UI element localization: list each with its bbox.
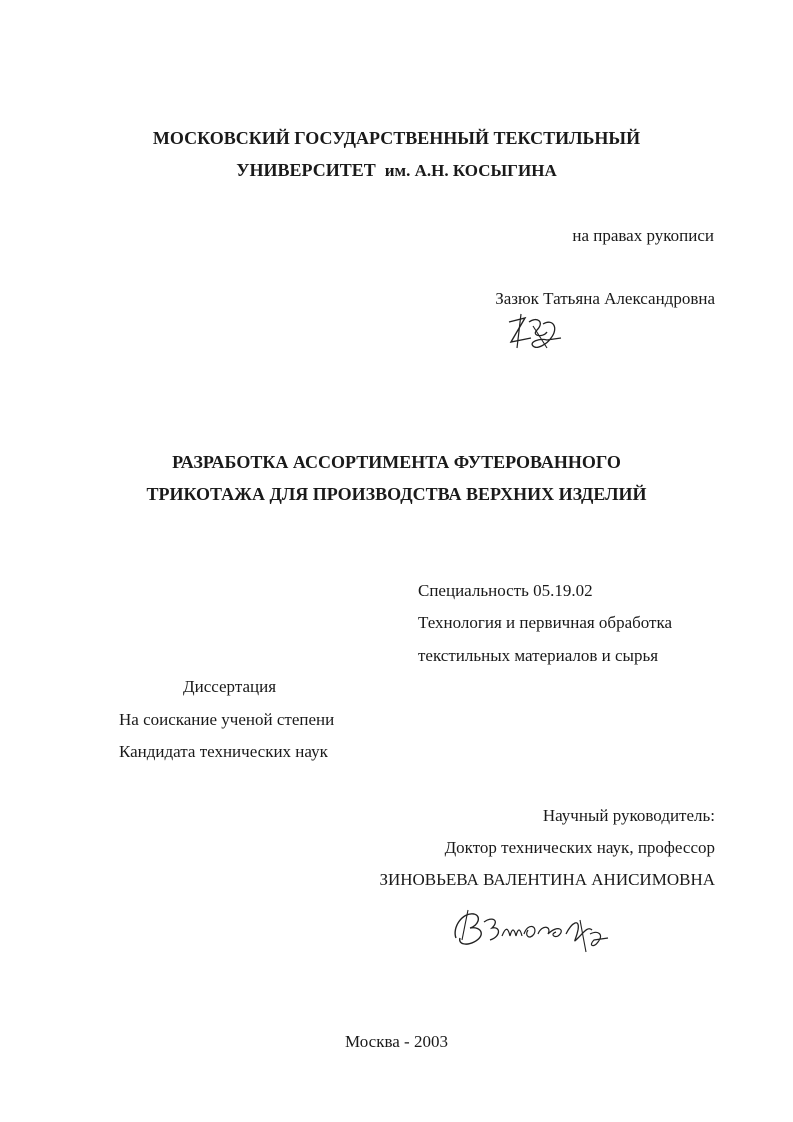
university-word: УНИВЕРСИТЕТ [236, 160, 376, 180]
specialty-name-line2: текстильных материалов и сырья [418, 646, 659, 665]
supervisor-label: Научный руководитель: [542, 806, 715, 825]
university-named-after: им. А.Н. КОСЫГИНА [384, 161, 557, 180]
city-year: Москва - 2003 [345, 1032, 448, 1051]
supervisor-signature [448, 900, 618, 956]
author-name: Зазюк Татьяна Александровна [495, 289, 715, 308]
author-signature-icon [503, 308, 567, 358]
degree-line1: На соискание ученой степени [119, 710, 335, 729]
supervisor-title: Доктор технических наук, профессор [444, 838, 715, 857]
dissertation-title-line2: ТРИКОТАЖА ДЛЯ ПРОИЗВОДСТВА ВЕРХНИХ ИЗДЕЛИЙ [146, 484, 647, 504]
dissertation-title-line1: РАЗРАБОТКА АССОРТИМЕНТА ФУТЕРОВАННОГО [172, 452, 621, 472]
specialty-name-line1: Технология и первичная обработка [418, 613, 673, 632]
university-name-line1: МОСКОВСКИЙ ГОСУДАРСТВЕННЫЙ ТЕКСТИЛЬНЫЙ [152, 128, 641, 148]
degree-line2: Кандидата технических наук [119, 742, 328, 761]
supervisor-name: ЗИНОВЬЕВА ВАЛЕНТИНА АНИСИМОВНА [379, 870, 715, 889]
manuscript-note: на правах рукописи [572, 226, 714, 245]
author-signature [503, 308, 567, 358]
dissertation-label: Диссертация [183, 677, 277, 696]
university-name-line2 [0, 160, 793, 181]
specialty-code: Специальность 05.19.02 [418, 581, 593, 600]
supervisor-signature-icon [448, 900, 618, 956]
